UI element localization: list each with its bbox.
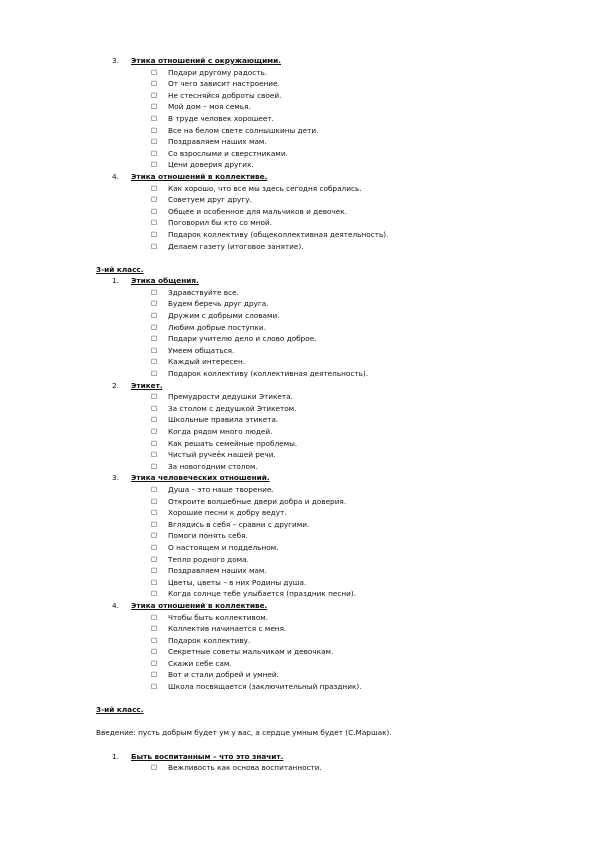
list-item bbox=[0, 484, 595, 496]
list-item-text: Цветы, цветы – в них Родины душа. bbox=[168, 577, 307, 587]
list-item-text: В труде человек хорошеет. bbox=[168, 113, 274, 123]
square-bullet-icon: □ bbox=[151, 519, 158, 528]
list-item bbox=[0, 612, 595, 624]
square-bullet-icon: □ bbox=[151, 113, 158, 122]
list-item-text: Дружим с добрыми словами. bbox=[168, 311, 280, 321]
list-item-text: Премудрости дедушки Этикета. bbox=[168, 392, 293, 402]
list-item-text: Поздравляем наших мам. bbox=[168, 137, 267, 147]
list-item-text: За столом с дедушкой Этикетом. bbox=[168, 403, 297, 413]
square-bullet-icon: □ bbox=[151, 403, 158, 412]
square-bullet-icon: □ bbox=[151, 658, 158, 667]
square-bullet-icon: □ bbox=[151, 229, 158, 238]
list-item-text: Подари другому радость. bbox=[168, 67, 268, 77]
list-item-text: Общее и особенное для мальчиков и девочек. bbox=[168, 206, 348, 216]
square-bullet-icon: □ bbox=[151, 357, 158, 366]
square-bullet-icon: □ bbox=[151, 322, 158, 331]
square-bullet-icon: □ bbox=[151, 183, 158, 192]
spacer bbox=[0, 693, 595, 705]
square-bullet-icon: □ bbox=[151, 450, 158, 459]
list-item bbox=[0, 229, 595, 241]
list-item bbox=[0, 438, 595, 450]
list-item bbox=[0, 623, 595, 635]
list-item-text: Школа посвящается (заключительный праздник). bbox=[168, 682, 362, 692]
list-item-text: Подарок коллективу (коллективная деятельность). bbox=[168, 369, 369, 379]
list-item bbox=[0, 345, 595, 357]
section-heading bbox=[0, 275, 595, 287]
list-item-text: Все на белом свете солнышкины дети. bbox=[168, 125, 319, 135]
list-item-text: Тепло родного дома. bbox=[168, 554, 249, 564]
list-item bbox=[0, 78, 595, 90]
list-item-text: Каждый интересен. bbox=[168, 357, 246, 367]
square-bullet-icon: □ bbox=[151, 218, 158, 227]
section-list-part1 bbox=[0, 55, 595, 252]
square-bullet-icon: □ bbox=[151, 427, 158, 435]
section-number: 4. bbox=[112, 600, 119, 610]
square-bullet-icon: □ bbox=[151, 241, 158, 250]
list-item bbox=[0, 298, 595, 310]
section-heading bbox=[0, 751, 595, 763]
section-heading bbox=[0, 171, 595, 183]
square-bullet-icon: □ bbox=[151, 345, 158, 354]
section-title: Этика отношений в коллективе. bbox=[131, 171, 268, 181]
section-heading bbox=[0, 472, 595, 484]
section-heading bbox=[0, 380, 595, 392]
square-bullet-icon: □ bbox=[151, 334, 158, 343]
square-bullet-icon: □ bbox=[151, 102, 158, 111]
list-item bbox=[0, 588, 595, 600]
section-title: Этикет. bbox=[131, 380, 163, 390]
square-bullet-icon: □ bbox=[151, 566, 158, 575]
section-title: Этика отношений с окружающими. bbox=[131, 56, 282, 65]
list-item bbox=[0, 67, 595, 79]
section-number: 1. bbox=[112, 276, 119, 286]
list-item bbox=[0, 530, 595, 542]
section-list-part3 bbox=[0, 751, 595, 774]
list-item-text: Скажи себе сам. bbox=[168, 658, 232, 668]
list-item-text: Будем беречь друг друга. bbox=[168, 299, 269, 309]
list-item-text: Школьные правила этикета. bbox=[168, 415, 279, 425]
square-bullet-icon: □ bbox=[151, 125, 158, 134]
spacer bbox=[0, 716, 595, 728]
list-item bbox=[0, 90, 595, 102]
list-item-text: Умеем общаться. bbox=[168, 345, 235, 355]
square-bullet-icon: □ bbox=[151, 531, 158, 540]
list-item bbox=[0, 565, 595, 577]
section-title: Этика отношений в коллективе. bbox=[131, 600, 268, 610]
grade-heading-4: 3-ий класс. bbox=[96, 705, 144, 715]
list-item-text: Как хорошо, что все мы здесь сегодня собрались. bbox=[168, 183, 362, 193]
square-bullet-icon: □ bbox=[151, 682, 158, 691]
square-bullet-icon: □ bbox=[151, 206, 158, 215]
square-bullet-icon: □ bbox=[151, 90, 158, 99]
list-item bbox=[0, 217, 595, 229]
list-item bbox=[0, 368, 595, 380]
list-item-text: Душа – это наше творение. bbox=[168, 484, 274, 494]
list-item-text: Вглядись в себя – сравни с другими. bbox=[168, 519, 310, 529]
spacer bbox=[0, 252, 595, 264]
square-bullet-icon: □ bbox=[151, 79, 158, 88]
list-item-text: Делаем газету (итоговое занятие). bbox=[168, 241, 304, 251]
list-item bbox=[0, 322, 595, 334]
square-bullet-icon: □ bbox=[151, 670, 158, 679]
list-item bbox=[0, 241, 595, 253]
list-item bbox=[0, 507, 595, 519]
list-item-text: Поговорил бы кто со мной. bbox=[168, 218, 272, 228]
square-bullet-icon: □ bbox=[151, 589, 158, 598]
square-bullet-icon: □ bbox=[151, 148, 158, 157]
list-item bbox=[0, 101, 595, 113]
list-item-text: От чего зависит настроение. bbox=[168, 79, 280, 89]
square-bullet-icon: □ bbox=[151, 461, 158, 470]
list-item-text: Откроите волшебные двери добра и доверия. bbox=[168, 496, 347, 506]
section-list-part2 bbox=[0, 275, 595, 692]
list-item-text: Не стесняйся доброты своей. bbox=[168, 90, 282, 100]
list-item bbox=[0, 125, 595, 137]
square-bullet-icon: □ bbox=[151, 137, 158, 146]
section-number: 3. bbox=[112, 56, 119, 65]
list-item bbox=[0, 554, 595, 566]
list-item bbox=[0, 658, 595, 670]
list-item bbox=[0, 449, 595, 461]
list-item bbox=[0, 206, 595, 218]
list-item-text: Подари учителю дело и слово доброе. bbox=[168, 334, 317, 344]
list-item bbox=[0, 542, 595, 554]
grade-heading-3: 3-ий класс. bbox=[96, 264, 144, 274]
square-bullet-icon: □ bbox=[151, 195, 158, 204]
list-item bbox=[0, 646, 595, 658]
list-item-text: Вежливость как основа воспитанности. bbox=[168, 763, 322, 773]
list-item-text: Секретные советы мальчикам и девочкам. bbox=[168, 647, 334, 657]
list-item-text: Цени доверия других. bbox=[168, 160, 254, 170]
list-item bbox=[0, 496, 595, 508]
list-item-text: Когда солнце тебе улыбается (праздник песни). bbox=[168, 589, 357, 599]
list-item-text: О настоящем и поддельном. bbox=[168, 542, 279, 552]
list-item bbox=[0, 136, 595, 148]
list-item-text: За новогодним столом. bbox=[168, 461, 258, 471]
square-bullet-icon: □ bbox=[151, 160, 158, 169]
list-item bbox=[0, 403, 595, 415]
list-item bbox=[0, 391, 595, 403]
list-item bbox=[0, 183, 595, 195]
square-bullet-icon: □ bbox=[151, 496, 158, 505]
section-title: Этика общения. bbox=[131, 276, 199, 286]
list-item-text: Мой дом – моя семья. bbox=[168, 102, 251, 112]
square-bullet-icon: □ bbox=[151, 554, 158, 563]
list-item bbox=[0, 113, 595, 125]
list-item-text: Как решать семейные проблемы. bbox=[168, 438, 298, 448]
list-item-text: Подарок коллективу. bbox=[168, 635, 251, 645]
list-item bbox=[0, 635, 595, 647]
square-bullet-icon: □ bbox=[151, 635, 158, 644]
list-item-text: Коллектив начинается с меня. bbox=[168, 624, 287, 634]
list-item-text: Чистый ручеёк нашей речи. bbox=[168, 450, 276, 460]
list-item bbox=[0, 426, 595, 438]
square-bullet-icon: □ bbox=[151, 311, 158, 320]
section-number: 3. bbox=[112, 473, 119, 483]
square-bullet-icon: □ bbox=[151, 647, 158, 656]
section-number: 2. bbox=[112, 380, 119, 390]
list-item bbox=[0, 333, 595, 345]
square-bullet-icon: □ bbox=[151, 299, 158, 308]
list-item bbox=[0, 310, 595, 322]
square-bullet-icon: □ bbox=[151, 287, 158, 296]
square-bullet-icon: □ bbox=[151, 392, 158, 401]
square-bullet-icon: □ bbox=[151, 577, 158, 586]
square-bullet-icon: □ bbox=[151, 484, 158, 493]
list-item bbox=[0, 519, 595, 531]
list-item-text: Помоги понять себя. bbox=[168, 531, 248, 541]
list-item bbox=[0, 159, 595, 171]
square-bullet-icon: □ bbox=[151, 415, 158, 424]
square-bullet-icon: □ bbox=[151, 67, 158, 76]
square-bullet-icon: □ bbox=[151, 542, 158, 551]
list-item bbox=[0, 287, 595, 299]
list-item-text: Со взрослыми и сверстниками. bbox=[168, 148, 288, 158]
list-item bbox=[0, 414, 595, 426]
list-item bbox=[0, 681, 595, 693]
square-bullet-icon: □ bbox=[151, 438, 158, 447]
list-item-text: Поздравляем наших мам. bbox=[168, 566, 267, 576]
list-item bbox=[0, 577, 595, 589]
intro-paragraph: Введение: пусть добрым будет ум у вас, а сердце умным будет (С.Маршак). bbox=[96, 728, 392, 738]
list-item bbox=[0, 762, 595, 774]
section-number: 4. bbox=[112, 171, 119, 181]
list-item-text: Вот и стали добрей и умней. bbox=[168, 670, 279, 680]
square-bullet-icon: □ bbox=[151, 612, 158, 621]
list-item bbox=[0, 148, 595, 160]
document-page bbox=[0, 55, 595, 774]
spacer bbox=[0, 739, 595, 751]
list-item-text: Любим добрые поступки. bbox=[168, 322, 266, 332]
square-bullet-icon: □ bbox=[151, 369, 158, 378]
list-item-text: Чтобы быть коллективом. bbox=[168, 612, 269, 622]
section-heading bbox=[0, 600, 595, 612]
section-heading bbox=[0, 55, 595, 67]
list-item bbox=[0, 461, 595, 473]
list-item-text: Здравствуйте все. bbox=[168, 287, 239, 297]
list-item bbox=[0, 194, 595, 206]
section-title: Этика человеческих отношений. bbox=[131, 473, 270, 483]
list-item-text: Подарок коллективу (общеколлективная деятельность). bbox=[168, 229, 389, 239]
list-item bbox=[0, 669, 595, 681]
list-item-text: Советуем друг другу. bbox=[168, 195, 252, 205]
square-bullet-icon: □ bbox=[151, 763, 158, 772]
square-bullet-icon: □ bbox=[151, 508, 158, 517]
list-item-text: Когда рядом много людей. bbox=[168, 427, 273, 436]
section-number: 1. bbox=[112, 751, 119, 761]
list-item bbox=[0, 356, 595, 368]
section-title: Быть воспитанным – что это значит. bbox=[131, 751, 284, 761]
square-bullet-icon: □ bbox=[151, 624, 158, 633]
list-item-text: Хорошие песни к добру ведут. bbox=[168, 508, 287, 518]
